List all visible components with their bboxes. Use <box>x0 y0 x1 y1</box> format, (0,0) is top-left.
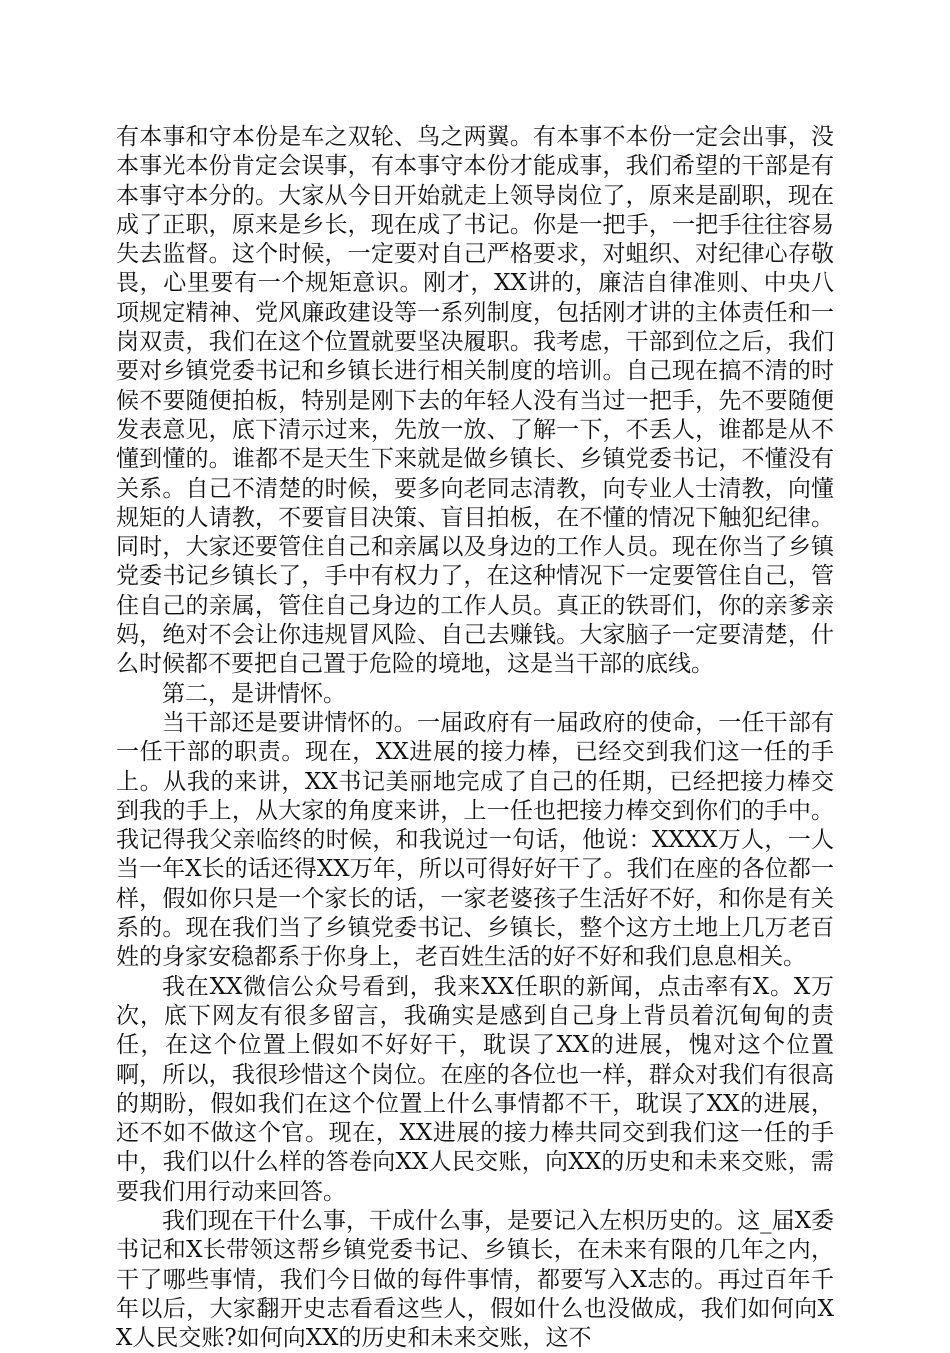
paragraph-5: 我们现在干什么事，干成什么事，是要记入左枳历史的。这_届X委书记和X长带领这帮乡镇党委书记、乡镇长，在未来有限的几年之内，干了哪些事情，我们今日做的每件事情，都要写入X志的。再过百年千年以后，大家翻开史志看看这些人，假如什么也没做成，我们如何向XX人民交账?如何向XX的历史和未来交账，这不 <box>116 1207 834 1352</box>
document-body <box>116 123 834 1353</box>
paragraph-4: 我在XX微信公众号看到，我来XX任职的新闻，点击率有X。X万次，底下网友有很多留言，我确实是感到自己身上背员着沉甸甸的责任，在这个位置上假如不好好干，耽误了XX的进展，愧对这个位置啊，所以，我很珍惜这个岗位。在座的各位也一样，群众对我们有很高的期盼，假如我们在这个位置上什么事情都不干，耽误了XX的进展，还不如不做这个官。现在，XX进展的接力棒共同交到我们这一任的手中，我们以什么样的答卷向XX人民交账，向XX的历史和未来交账，需要我们用行动来回答。 <box>116 973 834 1205</box>
paragraph-2-heading: 第二，是讲情怀。 <box>162 680 346 707</box>
paragraph-3: 当干部还是要讲情怀的。一届政府有一届政府的使命，一任干部有一任干部的职责。现在，XX进展的接力棒，已经交到我们这一任的手上。从我的来讲，XX书记美丽地完成了自己的任期，已经把接力棒交到我的手上，从大家的角度来讲，上一任也把接力棒交到你们的手中。我记得我父亲临终的时候，和我说过一句话，他说：XXXX万人，一人当一年X长的话还得XX万年，所以可得好好干了。我们在座的各位都一样，假如你只是一个家长的话，一家老婆孩子生活好不好，和你是有关系的。现在我们当了乡镇党委书记、乡镇长，整个这方土地上几万老百姓的身家安稳都系于你身上，老百姓生活的好不好和我们息息相关。 <box>116 709 834 971</box>
paragraph-1: 有本事和守本份是车之双轮、鸟之两翼。有本事不本份一定会出事，没本事光本份肯定会误事，有本事守本份才能成事，我们希望的干部是有本事守本分的。大家从今日开始就走上领导岗位了，原来是副职，现在成了正职，原来是乡长，现在成了书记。你是一把手，一把手往往容易失去监督。这个时候，一定要对自己严格要求，对蛆织、对纪律心存敬畏，心里要有一个规矩意识。刚才，XX讲的，廉洁自律准则、中央八项规定精神、党风廉政建设等一系列制度，包括刚才讲的主体责任和一岗双责，我们在这个位置就要坚决履职。我考虑，干部到位之后，我们要对乡镇党委书记和乡镇长进行相关制度的培训。自己现在搞不清的时候不要随便拍板，特别是刚下去的年轻人没有当过一把手，先不要随便发表意见，底下清示过来，先放一放、了解一下，不丢人，谁都是从不懂到懂的。谁都不是天生下来就是做乡镇长、乡镇党委书记，不懂没有关系。自己不清楚的时候，要多向老同志清教，向专业人士清教，向懂规矩的人请教，不要盲目决策、盲目拍板，在不懂的情况下触犯纪律。同时，大家还要管住自己和亲属以及身边的工作人员。现在你当了乡镇党委书记乡镇长了，手中有权力了，在这种情况下一定要管住自己，管住自己的亲属，管住自己身边的工作人员。真正的铁哥们，你的亲爹亲妈，绝对不会让你违规冒风险、自己去赚钱。大家脑子一定要清楚，什么时候都不要把自己置于危险的境地，这是当干部的底线。 <box>116 124 834 678</box>
